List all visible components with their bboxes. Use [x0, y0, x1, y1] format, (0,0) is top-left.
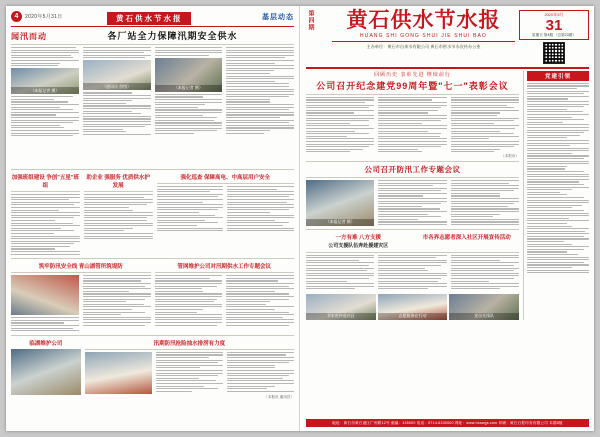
- issue-month: 2020年5月: [544, 12, 564, 17]
- article-photo: [83, 60, 151, 90]
- page-footer: 地址：黄石市黄石港区广州路12号 邮编：435000 电话：0714-6330000 网址：www.hsswgs.com 印刷：黄石日报印务有限公司 本期8版: [306, 419, 589, 427]
- divider: [11, 258, 294, 259]
- section-title: 强化巡查 保障高电、中高层用户安全: [180, 175, 271, 181]
- lead-body: [306, 97, 374, 154]
- lead-headline: 各厂站全力保障汛期安全供水: [107, 31, 238, 41]
- section2-title: 公司召开防汛工作专题会议: [364, 164, 461, 174]
- section-body: [155, 275, 223, 327]
- lead-kicker: 回顾历史 表彰先进 继续前行: [374, 71, 451, 78]
- newspaper-pinyin: HUANG SHI GONG SHUI JIE SHUI BAO: [360, 33, 487, 39]
- section-block: [155, 261, 295, 333]
- section-body: [156, 352, 223, 394]
- sidebar-body: [527, 83, 589, 273]
- section2-photo-col: [306, 180, 374, 227]
- issue-datebox: [519, 10, 589, 40]
- section3-body: [378, 255, 446, 291]
- article-column: [155, 47, 223, 167]
- section-block: [84, 172, 153, 256]
- section-title: 汛期防汛抢险抽水排涝有力度: [153, 340, 226, 347]
- newspaper-title: 黄石供水节水报: [346, 8, 501, 32]
- photo-caption: （通讯员 供图）: [83, 83, 151, 90]
- photo-caption: 节水宣传进社区: [306, 313, 376, 320]
- divider: [157, 183, 295, 184]
- section3-left-sub: 公司支援队伍奔赴援建灾区: [328, 242, 389, 249]
- divider: [306, 252, 519, 253]
- section-body: [227, 352, 294, 394]
- masthead: [306, 10, 589, 64]
- section3-body: [306, 255, 374, 291]
- page-number: 4: [11, 11, 22, 22]
- photo-caption: （本报记者 摄）: [306, 219, 374, 226]
- section3-left: [306, 232, 411, 250]
- right-page: [300, 6, 594, 431]
- section3-right-title: 市各界志愿者深入社区开展宣传活动: [422, 234, 511, 241]
- lead-title: 闻汛而动: [11, 32, 47, 41]
- left-page: [6, 6, 300, 431]
- strip-photo: [306, 294, 376, 320]
- divider: [306, 161, 519, 162]
- divider: [306, 177, 519, 178]
- issue-day: 31: [545, 17, 563, 34]
- divider: [11, 169, 294, 170]
- divider: [306, 94, 519, 95]
- article-column: [11, 47, 79, 167]
- article-photo: [155, 58, 223, 92]
- left-corner-label: 基层动态: [262, 13, 294, 21]
- article-footnote: （本报讯 通讯员）: [264, 394, 294, 399]
- newspaper-sheet: [6, 6, 594, 431]
- section-body: [11, 194, 80, 255]
- issue-meta: 星期日 第4期 （总第23期）: [532, 33, 576, 37]
- section2-photo: [306, 180, 374, 226]
- section2-body: [378, 180, 446, 227]
- section-title: 筑牢防汛安全线 青山湖管所筑堤防: [38, 264, 123, 271]
- vertical-label: 第四期: [307, 10, 313, 31]
- divider: [11, 26, 294, 27]
- section3-body: [451, 255, 519, 291]
- left-banner: [62, 8, 236, 26]
- section-body: [83, 275, 151, 333]
- section-title: 管网维护公司对汛期供水工作专题会议: [177, 264, 271, 271]
- lead-body: [378, 97, 446, 154]
- newspaper-spread: [6, 6, 594, 431]
- section3-right: [415, 232, 520, 250]
- section-body: [226, 275, 294, 327]
- divider: [11, 272, 151, 273]
- section-body: [11, 317, 79, 331]
- article-column: [226, 47, 294, 167]
- left-banner-label: 黄石供水节水报: [107, 12, 192, 25]
- lead-byline: （本报讯）: [501, 153, 519, 158]
- lead-body: [451, 97, 519, 154]
- right-sidebar: [523, 71, 589, 320]
- divider: [306, 229, 519, 230]
- photo-caption: （本报记者 摄）: [11, 87, 79, 94]
- section2-body: [451, 180, 519, 227]
- section-block: [11, 338, 81, 400]
- section-block: [157, 172, 295, 256]
- section-block: [11, 261, 151, 333]
- divider: [11, 335, 294, 336]
- section-title: 加强班组建设 争创"五星"班组: [11, 175, 79, 189]
- article-photo: [11, 349, 81, 395]
- masthead-right: [519, 10, 589, 64]
- divider: [85, 349, 294, 350]
- strip-photo: [449, 294, 519, 320]
- photo-caption: 志愿服务在行动: [378, 313, 448, 320]
- qr-code-icon[interactable]: [543, 42, 565, 64]
- masthead-left: [306, 10, 328, 31]
- lead-headline: 公司召开纪念建党99周年暨"七一"表彰会议: [316, 80, 509, 91]
- section-title: 临湖维护公司: [29, 340, 63, 347]
- divider: [332, 41, 515, 42]
- article-column: [83, 47, 151, 167]
- article-photo: [85, 352, 152, 394]
- section-block: [11, 172, 80, 256]
- photo-caption: 党员先锋队: [449, 313, 519, 320]
- divider: [84, 191, 153, 192]
- article-photo: [11, 68, 79, 94]
- photo-caption: （本报记者 摄）: [155, 85, 223, 92]
- newspaper-sponsor: 主办单位：黄石市自来水有限公司 黄石市供水节水宣传办公室: [366, 44, 481, 49]
- section-block: [85, 338, 294, 400]
- issue-date: 2020年5月31日: [25, 14, 63, 20]
- sidebar-title: 党建引领: [527, 71, 589, 81]
- divider: [11, 44, 294, 45]
- section-body: [227, 186, 294, 233]
- strip-photo: [378, 294, 448, 320]
- divider: [155, 272, 295, 273]
- masthead-center: [332, 10, 515, 50]
- left-page-header: [11, 10, 294, 23]
- article-photo: [11, 275, 79, 315]
- divider: [306, 67, 589, 69]
- section-title: 助企业 强服务 优质供水护发展: [86, 175, 150, 189]
- divider: [11, 191, 80, 192]
- section-body: [157, 186, 224, 233]
- section-body: [84, 194, 153, 239]
- section3-left-title: 一方有难 八方支援: [335, 234, 382, 241]
